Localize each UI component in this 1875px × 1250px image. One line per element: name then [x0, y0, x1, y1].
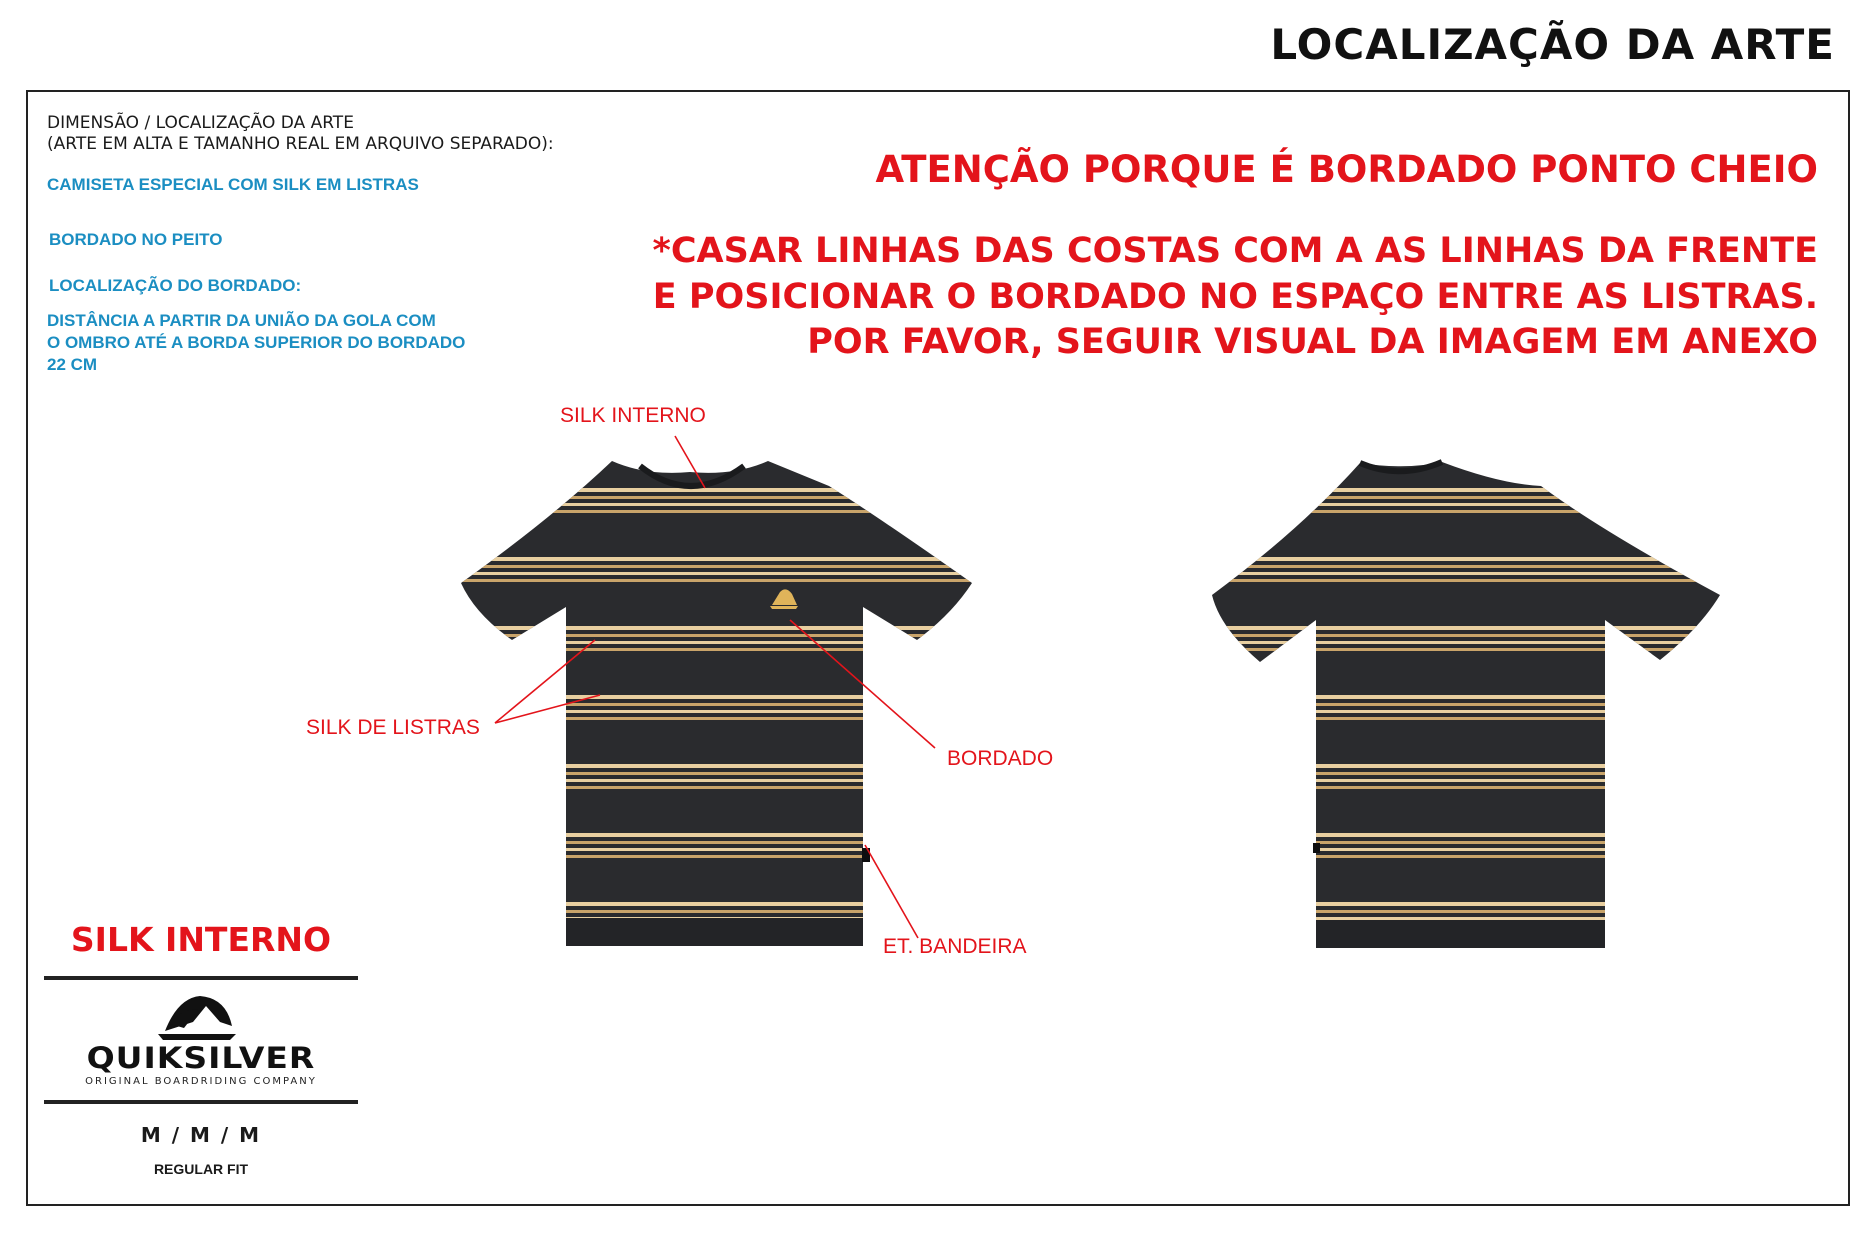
notice-headline: ATENÇÃO PORQUE É BORDADO PONTO CHEIO — [875, 148, 1818, 191]
notice-line-3: POR FAVOR, SEGUIR VISUAL DA IMAGEM EM ANEXO — [807, 322, 1818, 362]
embroidery-location-label: LOCALIZAÇÃO DO BORDADO: — [49, 276, 302, 295]
page-title: LOCALIZAÇÃO DA ARTE — [1270, 20, 1835, 69]
callout-bordado: BORDADO — [947, 747, 1054, 770]
callout-etiqueta: ET. BANDEIRA — [883, 935, 1027, 958]
fit-label: REGULAR FIT — [153, 1161, 249, 1177]
distance-value: 22 CM — [47, 355, 98, 374]
notice-line-1: *CASAR LINHAS DAS COSTAS COM A AS LINHAS DA FRENTE — [652, 231, 1818, 271]
dimension-line-1: DIMENSÃO / LOCALIZAÇÃO DA ARTE — [47, 113, 354, 133]
dimension-line-2: (ARTE EM ALTA E TAMANHO REAL EM ARQUIVO SEPARADO): — [47, 134, 554, 154]
size-label: M / M / M — [140, 1123, 262, 1147]
mountain-wave-icon — [158, 996, 236, 1040]
distance-line-1: DISTÂNCIA A PARTIR DA UNIÃO DA GOLA COM — [47, 311, 436, 330]
callout-silk-listras: SILK DE LISTRAS — [306, 716, 480, 739]
brand-wordmark: QUIKSILVER — [86, 1039, 316, 1076]
label-panel-title: SILK INTERNO — [70, 920, 332, 959]
callout-silk-interno: SILK INTERNO — [560, 404, 706, 427]
label-panel-bottom-rule — [44, 1100, 358, 1104]
notice-line-2: E POSICIONAR O BORDADO NO ESPAÇO ENTRE AS LISTRAS. — [652, 277, 1818, 317]
embroidery-placement: BORDADO NO PEITO — [49, 230, 223, 249]
brand-tagline: ORIGINAL BOARDRIDING COMPANY — [85, 1076, 317, 1087]
distance-line-2: O OMBRO ATÉ A BORDA SUPERIOR DO BORDADO — [47, 333, 466, 352]
product-description: CAMISETA ESPECIAL COM SILK EM LISTRAS — [47, 175, 419, 194]
